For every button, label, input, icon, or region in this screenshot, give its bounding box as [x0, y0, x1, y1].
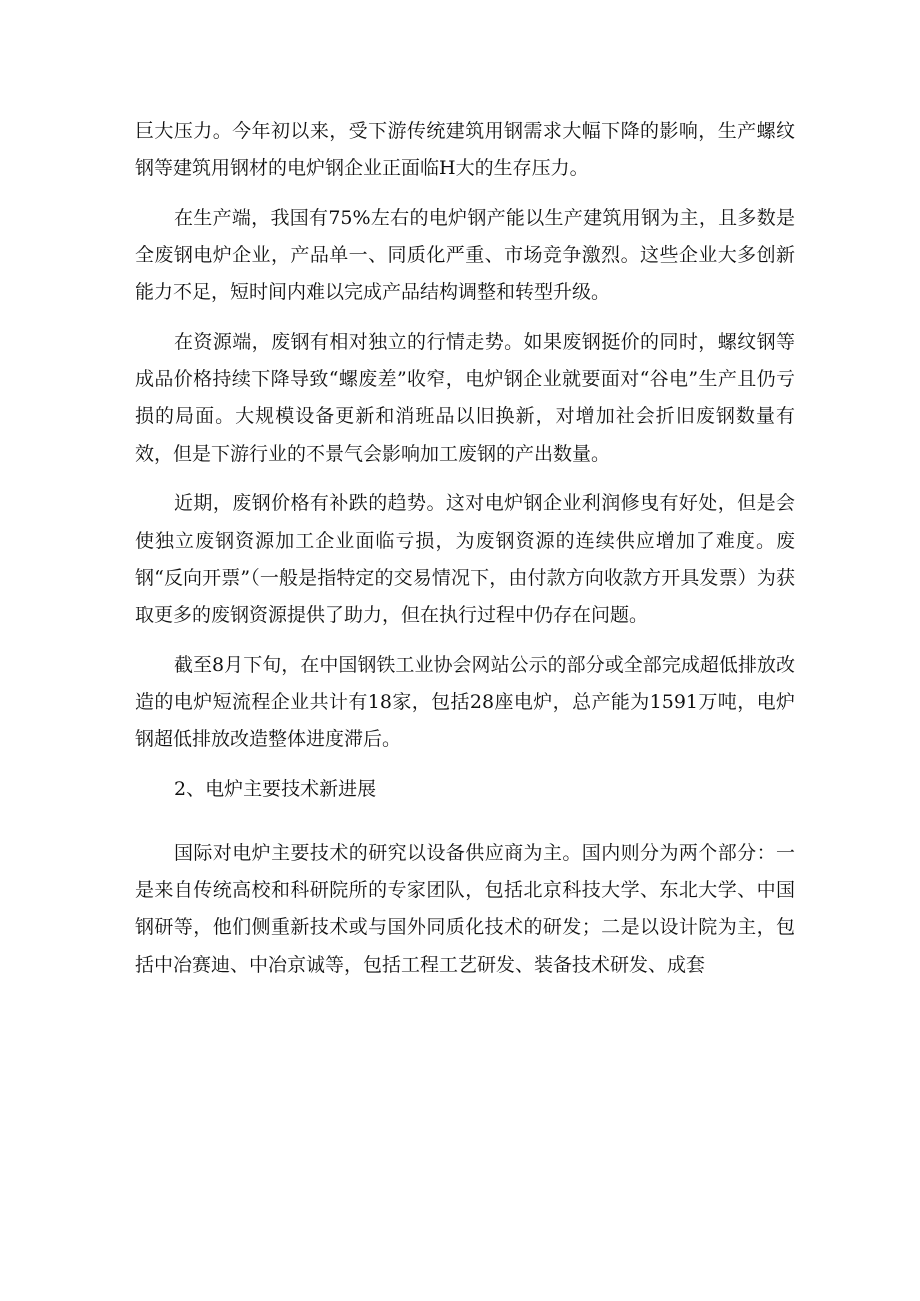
paragraph-resources: 在资源端，废钢有相对独立的行情走势。如果废钢挺价的同时，螺纹钢等成品价格持续下降导致“螺废差”收窄，电炉钢企业就要面对“谷电”生产且仍亏损的局面。大规模设备更新和消班品以旧换新，对增加社会折旧废钢数量有效，但是下游行业的不景气会影响加工废钢的产出数量。 — [135, 331, 795, 465]
section-heading: 2、电炉主要技术新进展 — [174, 777, 377, 800]
document-page — [135, 113, 795, 996]
paragraph-scrap-price: 近期，废钢价格有补跌的趋势。这对电炉钢企业利润修曳有好处，但是会使独立废钢资源加工企业面临亏损，为废钢资源的连续供应增加了难度。废钢“反向开票”（一般是指特定的交易情况下，由付款方向收款方开具发票）为获取更多的废钢资源提供了助力，但在执行过程中仍存在问题。 — [135, 492, 795, 626]
paragraph-technology: 国际对电炉主要技术的研究以设备供应商为主。国内则分为两个部分：一是来自传统高校和科研院所的专家团队，包括北京科技大学、东北大学、中国钢研等，他们侧重新技术或与国外同质化技术的研发；二是以设计院为主，包括中冶赛迪、中冶京诚等，包括工程工艺研发、装备技术研发、成套 — [135, 841, 795, 976]
paragraph-continuation: 巨大压力。今年初以来，受下游传统建筑用钢需求大幅下降的影响，生产螺纹钢等建筑用钢材的电炉钢企业正面临H大的生存压力。 — [135, 120, 795, 180]
paragraph-production: 在生产端，我国有75%左右的电炉钢产能以生产建筑用钢为主，且多数是全废钢电炉企业，产品单一、同质化严重、市场竞争激烈。这些企业大多创新能力不足，短时间内难以完成产品结构调整和转型升级。 — [135, 206, 795, 304]
paragraph-ultra-low-emission: 截至8月下旬，在中国钢铁工业协会网站公示的部分或全部完成超低排放改造的电炉短流程企业共计有18家，包括28座电炉，总产能为1591万吨，电炉钢超低排放改造整体进度滞后。 — [135, 653, 795, 751]
